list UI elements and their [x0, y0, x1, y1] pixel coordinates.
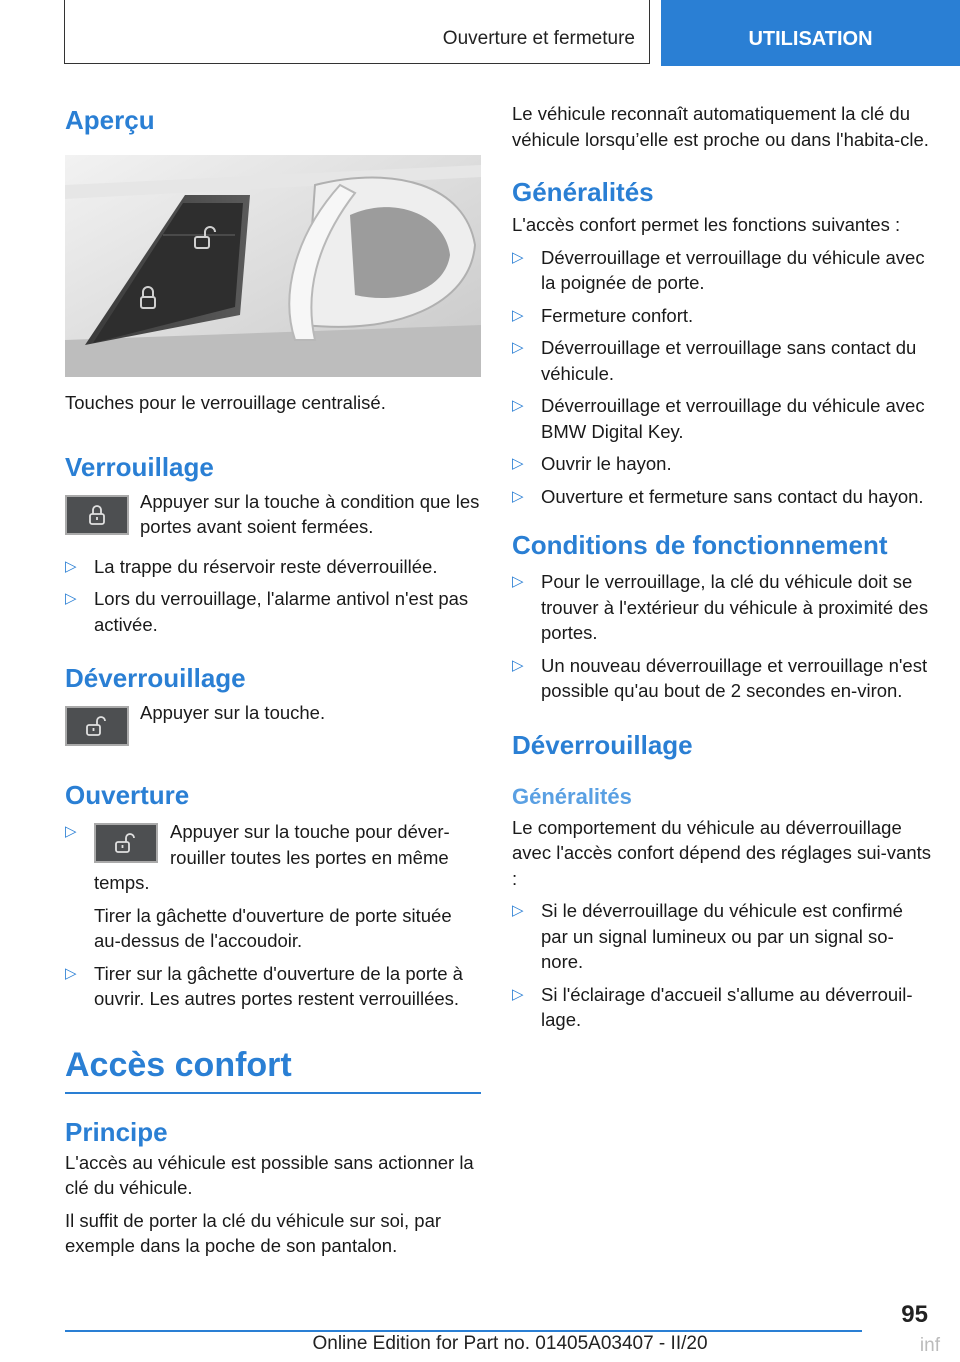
heading-conditions: Conditions de fonctionnement	[512, 530, 888, 560]
lock-notes-list	[65, 554, 481, 638]
watermark: inf	[919, 1335, 940, 1356]
bullet-icon: ▷	[65, 823, 77, 840]
bullet-icon: ▷	[65, 557, 77, 575]
lock-instruction	[65, 490, 481, 540]
list-item: ▷ Ouverture et fermeture sans contact du hayon.	[512, 484, 932, 510]
heading-deverrouillage: Déverrouillage	[65, 663, 246, 693]
running-header	[64, 0, 650, 64]
list-item: ▷ Déverrouillage et verrouillage sans contact du véhicule.	[512, 337, 917, 384]
list-item: ▷ Si le déverrouillage du véhicule est confirmé par un signal lumineux ou par un signal so-nore.	[512, 900, 903, 972]
list-item: ▷ Fermeture confort.	[512, 303, 932, 329]
edition-note: Online Edition for Part no. 01405A03407 - II/20	[312, 1333, 708, 1354]
list-item: ▷ Déverrouillage et verrouillage du véhicule avec BMW Digital Key.	[512, 395, 925, 442]
unlock-instruction-text: Appuyer sur la touche.	[140, 702, 326, 723]
bullet-icon: ▷	[65, 590, 77, 607]
unlock-button-icon	[65, 706, 129, 746]
door-panel-illustration	[65, 155, 481, 377]
sub-generalites-paragraph: Le comportement du véhicule au déverrouillage avec l'accès confort dépend des réglages sui-vants :	[512, 816, 931, 889]
lock-instruction-text: Appuyer sur la touche à condition que les portes avant soient fermées.	[140, 490, 480, 537]
bullet-icon: ▷	[512, 573, 524, 590]
bullet-icon: ▷	[512, 902, 524, 919]
intro-paragraph: Le véhicule reconnaît automatiquement la clé du véhicule lorsqu’elle est proche ou dans l'habita-cle.	[512, 103, 929, 150]
settings-list	[512, 898, 932, 1033]
bullet-icon: ▷	[512, 306, 524, 324]
heading-acces-confort: Accès confort	[65, 1045, 292, 1084]
heading-verrouillage: Verrouillage	[65, 451, 214, 482]
list-item: ▷ Ouvrir le hayon.	[512, 451, 932, 477]
footer-rule	[65, 1330, 862, 1332]
left-column	[65, 98, 481, 1259]
list-item: ▷ La trappe du réservoir reste déverrouillée.	[65, 554, 481, 580]
bullet-icon: ▷	[512, 985, 524, 1003]
heading-deverrouillage-acces: Déverrouillage	[512, 729, 693, 760]
heading-rule	[65, 1092, 481, 1094]
door-buttons-photo	[65, 155, 481, 377]
list-item: ▷ Pour le verrouillage, la clé du véhicule doit se trouver à l'extérieur du véhicule à proximité des portes.	[512, 571, 929, 643]
lock-button-icon	[65, 495, 129, 535]
unlock-instruction	[65, 702, 481, 746]
heading-ouverture: Ouverture	[65, 780, 190, 810]
opening-list	[65, 819, 481, 1012]
list-item: ▷ Tirer sur la gâchette d'ouverture de la porte à ouvrir. Les autres portes restent verrouillées.	[65, 962, 463, 1009]
heading-apercu: Aperçu	[65, 105, 155, 135]
bullet-icon: ▷	[512, 397, 524, 414]
list-item: ▷ Déverrouillage et verrouillage du véhicule avec la poignée de porte.	[512, 246, 925, 293]
list-item: ▷ Lors du verrouillage, l'alarme antivol n'est pas activée.	[65, 588, 469, 635]
right-column	[512, 101, 932, 1033]
section-title: Ouverture et fermeture	[442, 28, 635, 49]
bullet-icon: ▷	[65, 964, 77, 982]
bullet-icon: ▷	[512, 339, 524, 356]
heading-generalites: Généralités	[512, 177, 654, 207]
bullet-icon: ▷	[512, 455, 524, 472]
functions-list	[512, 245, 932, 510]
bullet-icon: ▷	[512, 656, 524, 674]
unlock-button-icon	[94, 823, 158, 863]
bullet-icon: ▷	[512, 248, 524, 266]
bullet-icon: ▷	[512, 487, 524, 505]
subheading-generalites: Généralités	[512, 783, 632, 809]
principe-paragraph-1: L'accès au véhicule est possible sans actionner la clé du véhicule.	[65, 1151, 474, 1198]
heading-principe: Principe	[65, 1116, 168, 1147]
page-number: 95	[901, 1301, 928, 1328]
generalites-intro: L'accès confort permet les fonctions suivantes :	[512, 214, 901, 235]
list-item: ▷ Appuyer sur la touche pour déver-rouiller toutes les portes en même temps. Tirer la gâchette d'ouverture de porte située au-dessus de l'accoudoir.	[65, 819, 481, 954]
list-item: ▷ Un nouveau déverrouillage et verrouillage n'est possible qu'au bout de 2 secondes en-viron.	[512, 654, 928, 701]
list-item: ▷ Si l'éclairage d'accueil s'allume au déverrouil-lage.	[512, 983, 913, 1030]
principe-paragraph-2: Il suffit de porter la clé du véhicule sur soi, par exemple dans la poche de son pantalon.	[65, 1209, 442, 1256]
photo-caption: Touches pour le verrouillage centralisé.	[65, 392, 386, 413]
opening-subtext: Tirer la gâchette d'ouverture de porte située au-dessus de l'accoudoir.	[94, 904, 452, 951]
conditions-list	[512, 569, 932, 704]
chapter-tab: UTILISATION	[661, 0, 960, 66]
